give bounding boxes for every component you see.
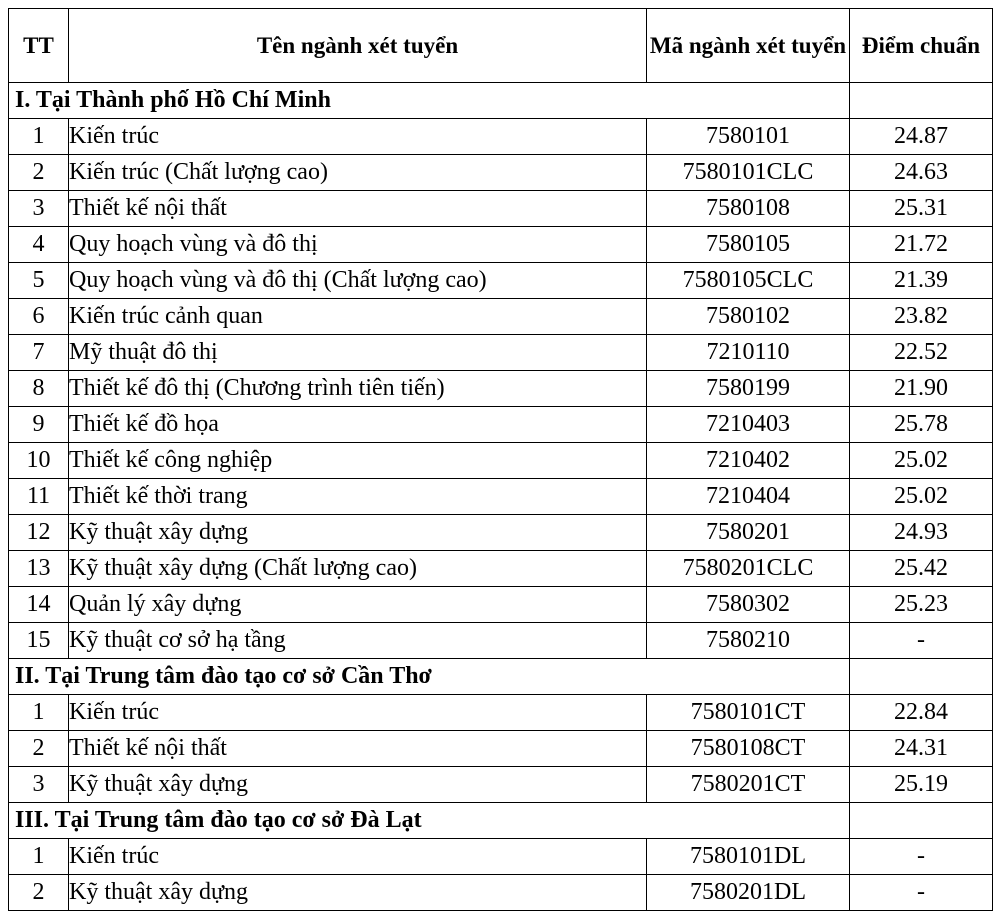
tt-cell: 10 <box>9 443 69 479</box>
major-name-cell: Thiết kế đồ họa <box>69 407 647 443</box>
table-body <box>9 83 993 911</box>
tt-cell: 3 <box>9 767 69 803</box>
tt-cell: 12 <box>9 515 69 551</box>
major-name-cell: Thiết kế nội thất <box>69 191 647 227</box>
section-row <box>9 803 993 839</box>
score-cell: 25.78 <box>850 407 993 443</box>
table-row <box>9 371 993 407</box>
major-code-cell: 7210110 <box>647 335 850 371</box>
score-cell: 21.90 <box>850 371 993 407</box>
score-cell: 25.02 <box>850 443 993 479</box>
major-code-cell: 7210404 <box>647 479 850 515</box>
major-name-cell: Kỹ thuật xây dựng <box>69 767 647 803</box>
major-code-cell: 7580101DL <box>647 839 850 875</box>
tt-cell: 6 <box>9 299 69 335</box>
section-empty-cell <box>850 83 993 119</box>
major-code-cell: 7580101CLC <box>647 155 850 191</box>
major-name-cell: Quy hoạch vùng và đô thị (Chất lượng cao) <box>69 263 647 299</box>
major-code-cell: 7580108 <box>647 191 850 227</box>
score-cell: 24.31 <box>850 731 993 767</box>
score-cell: 25.42 <box>850 551 993 587</box>
section-empty-cell <box>850 803 993 839</box>
major-name-cell: Kiến trúc cảnh quan <box>69 299 647 335</box>
major-code-cell: 7580101CT <box>647 695 850 731</box>
section-title: II. Tại Trung tâm đào tạo cơ sở Cần Thơ <box>9 659 850 695</box>
header-score: Điểm chuẩn <box>850 9 993 83</box>
header-code: Mã ngành xét tuyển <box>647 9 850 83</box>
table-row <box>9 875 993 911</box>
tt-cell: 2 <box>9 155 69 191</box>
score-cell: 25.19 <box>850 767 993 803</box>
section-title: I. Tại Thành phố Hồ Chí Minh <box>9 83 850 119</box>
admission-scores-table <box>8 8 993 911</box>
score-cell: 24.93 <box>850 515 993 551</box>
score-cell: 24.87 <box>850 119 993 155</box>
major-code-cell: 7580199 <box>647 371 850 407</box>
table-row <box>9 623 993 659</box>
table-row <box>9 767 993 803</box>
score-cell: 22.52 <box>850 335 993 371</box>
tt-cell: 7 <box>9 335 69 371</box>
major-name-cell: Quản lý xây dựng <box>69 587 647 623</box>
major-code-cell: 7580201CT <box>647 767 850 803</box>
major-code-cell: 7580201CLC <box>647 551 850 587</box>
tt-cell: 11 <box>9 479 69 515</box>
major-name-cell: Thiết kế nội thất <box>69 731 647 767</box>
major-code-cell: 7580201 <box>647 515 850 551</box>
major-name-cell: Kỹ thuật cơ sở hạ tầng <box>69 623 647 659</box>
score-cell: - <box>850 839 993 875</box>
table-row <box>9 155 993 191</box>
table-row <box>9 515 993 551</box>
table-row <box>9 695 993 731</box>
major-name-cell: Kiến trúc <box>69 119 647 155</box>
major-name-cell: Kỹ thuật xây dựng (Chất lượng cao) <box>69 551 647 587</box>
table-row <box>9 443 993 479</box>
major-code-cell: 7580108CT <box>647 731 850 767</box>
table-row <box>9 479 993 515</box>
score-cell: 21.72 <box>850 227 993 263</box>
tt-cell: 9 <box>9 407 69 443</box>
major-name-cell: Mỹ thuật đô thị <box>69 335 647 371</box>
major-name-cell: Kiến trúc <box>69 839 647 875</box>
major-name-cell: Kỹ thuật xây dựng <box>69 875 647 911</box>
tt-cell: 2 <box>9 875 69 911</box>
header-name: Tên ngành xét tuyển <box>69 9 647 83</box>
score-cell: 25.02 <box>850 479 993 515</box>
tt-cell: 3 <box>9 191 69 227</box>
table-row <box>9 551 993 587</box>
major-code-cell: 7580201DL <box>647 875 850 911</box>
tt-cell: 13 <box>9 551 69 587</box>
major-code-cell: 7210402 <box>647 443 850 479</box>
tt-cell: 5 <box>9 263 69 299</box>
major-name-cell: Kiến trúc <box>69 695 647 731</box>
header-tt: TT <box>9 9 69 83</box>
table-row <box>9 191 993 227</box>
table-row <box>9 263 993 299</box>
table-row <box>9 587 993 623</box>
major-code-cell: 7580302 <box>647 587 850 623</box>
score-cell: 22.84 <box>850 695 993 731</box>
table-row <box>9 335 993 371</box>
major-name-cell: Kỹ thuật xây dựng <box>69 515 647 551</box>
major-code-cell: 7580105 <box>647 227 850 263</box>
tt-cell: 1 <box>9 119 69 155</box>
table-row <box>9 227 993 263</box>
score-cell: 21.39 <box>850 263 993 299</box>
section-empty-cell <box>850 659 993 695</box>
tt-cell: 1 <box>9 839 69 875</box>
tt-cell: 15 <box>9 623 69 659</box>
score-cell: - <box>850 875 993 911</box>
tt-cell: 2 <box>9 731 69 767</box>
section-row <box>9 83 993 119</box>
table-header-row <box>9 9 993 83</box>
major-name-cell: Thiết kế đô thị (Chương trình tiên tiến) <box>69 371 647 407</box>
table-row <box>9 839 993 875</box>
major-name-cell: Thiết kế thời trang <box>69 479 647 515</box>
tt-cell: 4 <box>9 227 69 263</box>
tt-cell: 14 <box>9 587 69 623</box>
score-cell: 25.23 <box>850 587 993 623</box>
major-code-cell: 7580101 <box>647 119 850 155</box>
score-cell: - <box>850 623 993 659</box>
score-cell: 23.82 <box>850 299 993 335</box>
major-code-cell: 7580102 <box>647 299 850 335</box>
major-name-cell: Kiến trúc (Chất lượng cao) <box>69 155 647 191</box>
major-code-cell: 7580105CLC <box>647 263 850 299</box>
table-row <box>9 299 993 335</box>
major-code-cell: 7580210 <box>647 623 850 659</box>
section-title: III. Tại Trung tâm đào tạo cơ sở Đà Lạt <box>9 803 850 839</box>
tt-cell: 1 <box>9 695 69 731</box>
tt-cell: 8 <box>9 371 69 407</box>
major-name-cell: Thiết kế công nghiệp <box>69 443 647 479</box>
major-name-cell: Quy hoạch vùng và đô thị <box>69 227 647 263</box>
table-row <box>9 119 993 155</box>
major-code-cell: 7210403 <box>647 407 850 443</box>
table-row <box>9 407 993 443</box>
section-row <box>9 659 993 695</box>
score-cell: 24.63 <box>850 155 993 191</box>
table-row <box>9 731 993 767</box>
score-cell: 25.31 <box>850 191 993 227</box>
